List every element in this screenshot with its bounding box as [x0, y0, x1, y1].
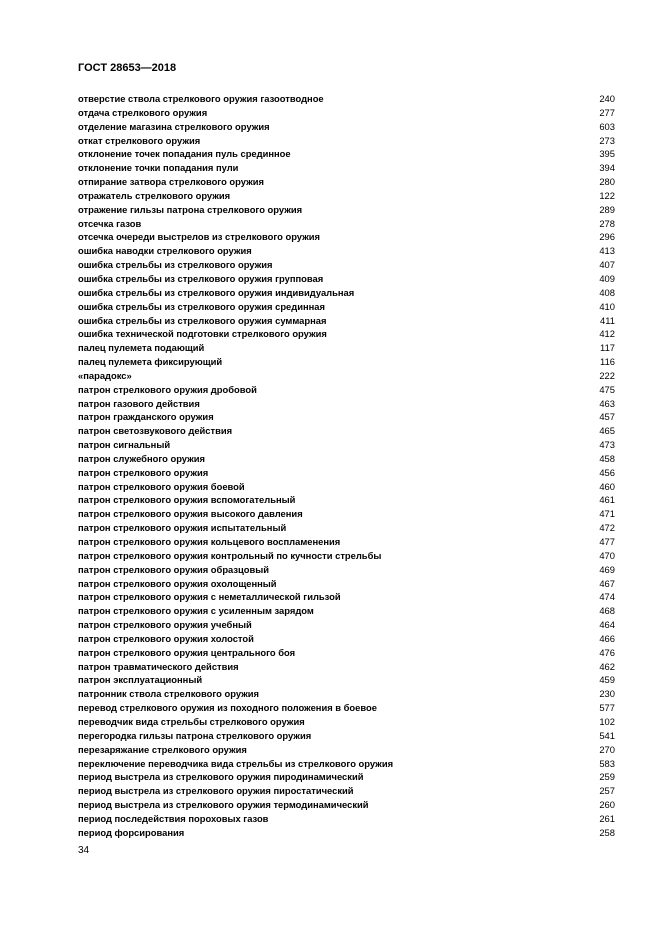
- index-entry: [78, 784, 615, 798]
- index-entry: [78, 507, 615, 521]
- index-term: патрон стрелкового оружия с усиленным зарядом: [78, 605, 314, 617]
- index-term: патрон эксплуатационный: [78, 674, 203, 686]
- index-entry: [78, 327, 615, 341]
- index-entry: [78, 383, 615, 397]
- index-page-number: 468: [599, 605, 615, 617]
- index-page-number: 410: [599, 300, 615, 312]
- index-term: патрон стрелкового оружия учебный: [78, 619, 252, 631]
- index-page-number: 261: [599, 812, 615, 824]
- index-entry: [78, 604, 615, 618]
- index-term: отверстие ствола стрелкового оружия газоотводное: [78, 93, 324, 104]
- index-entry: [78, 563, 615, 577]
- index-page-number: 463: [599, 397, 615, 409]
- index-entry: [78, 701, 615, 715]
- index-term: патрон стрелкового оружия контрольный по кучности стрельбы: [78, 549, 382, 561]
- index-term: отражатель стрелкового оружия: [78, 189, 231, 201]
- index-page-number: 469: [599, 563, 615, 575]
- index-term: период последействия пороховых газов: [78, 812, 269, 824]
- index-entry: [78, 134, 615, 148]
- index-entry: [78, 300, 615, 314]
- index-term: перевод стрелкового оружия из походного положения в боевое: [78, 702, 377, 714]
- index-page-number: 459: [599, 674, 615, 686]
- index-term: патрон стрелкового оружия с неметаллической гильзой: [78, 591, 341, 603]
- index-entry: [78, 577, 615, 591]
- index-entry: [78, 424, 615, 438]
- index-page-number: 122: [599, 189, 615, 201]
- index-entry: [78, 203, 615, 217]
- index-page-number: 277: [599, 106, 615, 118]
- index-term: патронник ствола стрелкового оружия: [78, 688, 260, 700]
- index-entry: [78, 493, 615, 507]
- index-term: ошибка стрельбы из стрелкового оружия срединная: [78, 300, 325, 312]
- index-term: патрон стрелкового оружия вспомогательный: [78, 494, 296, 506]
- index-entry: [78, 341, 615, 355]
- index-entry: [78, 438, 615, 452]
- index-page-number: 475: [599, 383, 615, 395]
- index-page-number: 472: [599, 522, 615, 534]
- index-term: ошибка стрельбы из стрелкового оружия: [78, 259, 273, 271]
- index-page-number: 270: [599, 743, 615, 755]
- index-entry: [78, 480, 615, 494]
- index-entry: [78, 590, 615, 604]
- index-page-number: 411: [600, 314, 615, 326]
- index-entry: [78, 466, 615, 480]
- index-entry: [78, 314, 615, 328]
- index-term: патрон стрелкового оружия испытательный: [78, 522, 287, 534]
- index-term: патрон стрелкового оружия охолощенный: [78, 577, 277, 589]
- index-page-number: 467: [599, 577, 615, 589]
- index-page-number: 460: [599, 480, 615, 492]
- index-page-number: 117: [600, 342, 615, 354]
- index-page-number: 296: [599, 231, 615, 243]
- index-page-number: 541: [599, 729, 615, 741]
- index-page-number: 273: [599, 134, 615, 146]
- index-page-number: 473: [599, 439, 615, 451]
- index-term: переключение переводчика вида стрельбы из стрелкового оружия: [78, 757, 394, 769]
- index-entry: [78, 189, 615, 203]
- index-term: патрон стрелкового оружия боевой: [78, 480, 245, 492]
- index-term: палец пулемета подающий: [78, 342, 205, 354]
- index-term: откат стрелкового оружия: [78, 134, 201, 146]
- index-term: период выстрела из стрелкового оружия пиростатический: [78, 785, 354, 797]
- term-index-list: [78, 92, 615, 840]
- index-term: отражение гильзы патрона стрелкового оружия: [78, 203, 303, 215]
- index-term: патрон стрелкового оружия центрального боя: [78, 646, 296, 658]
- index-entry: [78, 798, 615, 812]
- index-entry: [78, 410, 615, 424]
- index-page-number: 116: [600, 356, 615, 368]
- index-term: период выстрела из стрелкового оружия пиродинамический: [78, 771, 364, 783]
- index-term: период форсирования: [78, 826, 185, 838]
- index-page-number: 577: [599, 702, 615, 714]
- index-term: «парадокс»: [78, 369, 132, 381]
- index-entry: [78, 230, 615, 244]
- index-entry: [78, 175, 615, 189]
- index-page-number: 260: [599, 799, 615, 811]
- index-entry: [78, 106, 615, 120]
- index-page-number: 259: [599, 771, 615, 783]
- index-entry: [78, 161, 615, 175]
- index-entry: [78, 355, 615, 369]
- index-entry: [78, 618, 615, 632]
- index-page-number: 412: [599, 328, 615, 340]
- index-entry: [78, 715, 615, 729]
- index-page-number: 458: [599, 452, 615, 464]
- index-entry: [78, 397, 615, 411]
- index-term: патрон травматического действия: [78, 660, 239, 672]
- index-entry: [78, 770, 615, 784]
- index-page-number: 465: [599, 425, 615, 437]
- index-entry: [78, 521, 615, 535]
- index-page-number: 466: [599, 632, 615, 644]
- index-term: отклонение точек попадания пуль срединное: [78, 148, 291, 160]
- index-term: патрон сигнальный: [78, 439, 171, 451]
- index-page-number: 457: [599, 411, 615, 423]
- index-term: переводчик вида стрельбы стрелкового оружия: [78, 715, 305, 727]
- index-page-number: 257: [599, 785, 615, 797]
- index-page-number: 470: [599, 549, 615, 561]
- index-entry: [78, 743, 615, 757]
- index-page-number: 462: [599, 660, 615, 672]
- index-term: ошибка стрельбы из стрелкового оружия суммарная: [78, 314, 327, 326]
- index-term: патрон стрелкового оружия: [78, 466, 209, 478]
- index-entry: [78, 549, 615, 563]
- index-entry: [78, 244, 615, 258]
- index-page-number: 476: [599, 646, 615, 658]
- index-term: период выстрела из стрелкового оружия термодинамический: [78, 799, 369, 811]
- index-page-number: 408: [599, 286, 615, 298]
- index-page-number: 240: [599, 93, 615, 104]
- index-page-number: 395: [599, 148, 615, 160]
- index-term: патрон стрелкового оружия высокого давления: [78, 508, 303, 520]
- index-page-number: 258: [599, 826, 615, 838]
- index-page-number: 230: [599, 688, 615, 700]
- index-entry: [78, 120, 615, 134]
- index-term: патрон стрелкового оружия образцовый: [78, 563, 270, 575]
- index-page-number: 413: [599, 245, 615, 257]
- index-term: патрон стрелкового оружия холостой: [78, 632, 254, 644]
- index-entry: [78, 369, 615, 383]
- index-page-number: 474: [599, 591, 615, 603]
- index-page-number: 461: [599, 494, 615, 506]
- index-entry: [78, 660, 615, 674]
- index-entry: [78, 535, 615, 549]
- index-term: перегородка гильзы патрона стрелкового оружия: [78, 729, 312, 741]
- index-term: патрон газового действия: [78, 397, 200, 409]
- index-term: отклонение точки попадания пули: [78, 162, 239, 174]
- index-page-number: 464: [599, 619, 615, 631]
- index-term: отделение магазина стрелкового оружия: [78, 120, 270, 132]
- index-term: патрон стрелкового оружия дробовой: [78, 383, 257, 395]
- index-entry: [78, 286, 615, 300]
- index-page-number: 409: [599, 272, 615, 284]
- index-page-number: 471: [599, 508, 615, 520]
- index-entry: [78, 687, 615, 701]
- index-entry: [78, 272, 615, 286]
- index-term: патрон стрелкового оружия кольцевого воспламенения: [78, 536, 341, 547]
- index-term: патрон светозвукового действия: [78, 425, 233, 437]
- index-page-number: 603: [599, 120, 615, 132]
- index-page-number: 583: [599, 757, 615, 769]
- index-entry: [78, 812, 615, 826]
- index-page-number: 394: [599, 162, 615, 174]
- index-entry: [78, 147, 615, 161]
- index-page-number: 289: [599, 203, 615, 215]
- index-entry: [78, 826, 615, 840]
- index-entry: [78, 632, 615, 646]
- index-term: ошибка стрельбы из стрелкового оружия групповая: [78, 272, 324, 284]
- index-term: отпирание затвора стрелкового оружия: [78, 176, 264, 188]
- index-entry: [78, 452, 615, 466]
- index-entry: [78, 217, 615, 231]
- index-term: отсечка очереди выстрелов из стрелкового оружия: [78, 231, 320, 243]
- index-page-number: 456: [599, 466, 615, 478]
- index-entry: [78, 673, 615, 687]
- index-page-number: 280: [599, 176, 615, 188]
- index-term: ошибка наводки стрелкового оружия: [78, 245, 252, 257]
- index-term: патрон служебного оружия: [78, 452, 206, 464]
- index-term: перезаряжание стрелкового оружия: [78, 743, 247, 755]
- index-entry: [78, 258, 615, 272]
- page-number: 34: [78, 845, 90, 856]
- index-page-number: 222: [599, 369, 615, 381]
- index-term: отсечка газов: [78, 217, 142, 229]
- index-term: палец пулемета фиксирующий: [78, 356, 223, 368]
- index-entry: [78, 646, 615, 660]
- index-entry: [78, 757, 615, 771]
- index-term: отдача стрелкового оружия: [78, 106, 208, 118]
- index-entry: [78, 92, 615, 106]
- index-term: ошибка технической подготовки стрелкового оружия: [78, 328, 327, 340]
- index-term: ошибка стрельбы из стрелкового оружия индивидуальная: [78, 286, 355, 298]
- index-page-number: 407: [599, 259, 615, 271]
- index-term: патрон гражданского оружия: [78, 411, 214, 423]
- index-entry: [78, 729, 615, 743]
- index-page-number: 102: [599, 715, 615, 727]
- index-page-number: 477: [599, 536, 615, 547]
- index-page-number: 278: [599, 217, 615, 229]
- document-header: ГОСТ 28653—2018: [78, 62, 177, 74]
